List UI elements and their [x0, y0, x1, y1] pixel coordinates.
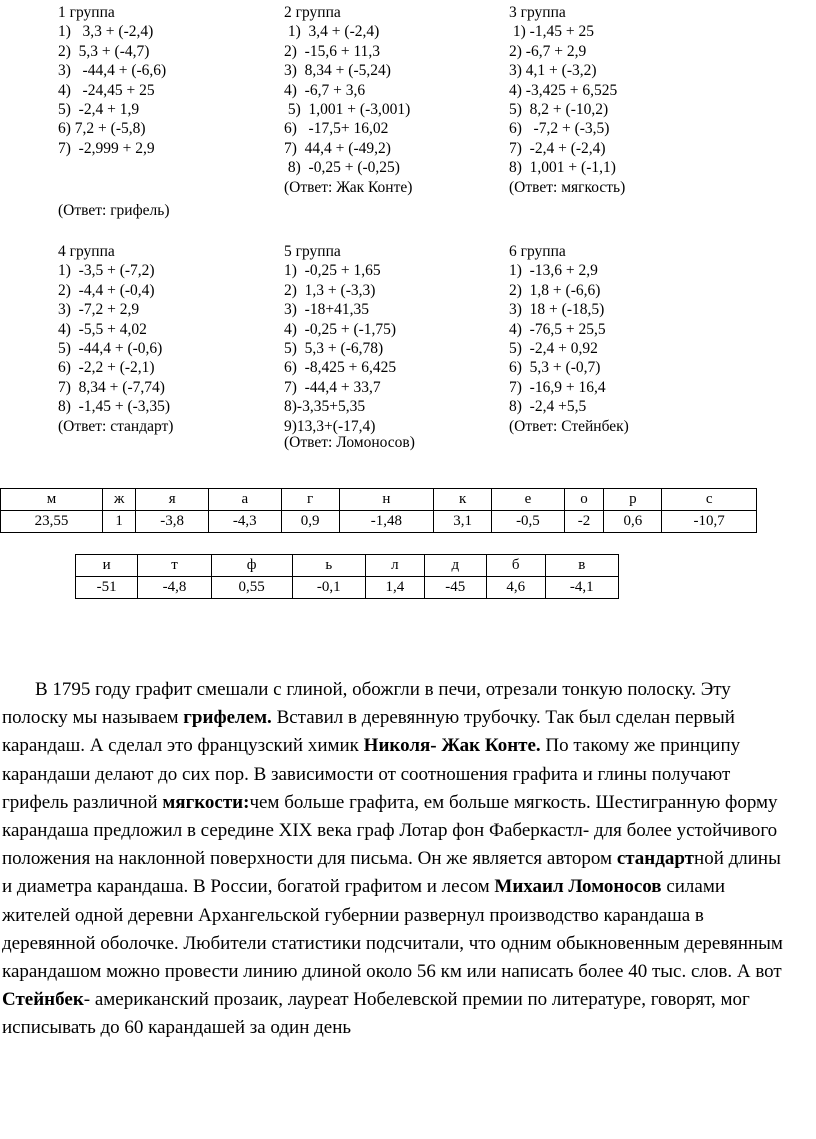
table-cell: т: [138, 555, 211, 577]
exercise-item: 6) 5,3 + (-0,7): [509, 359, 601, 377]
table-cell: -2: [564, 511, 604, 533]
table-cell: -4,8: [138, 577, 211, 599]
group-answer: (Ответ: Жак Конте): [284, 178, 413, 196]
exercise-item: 4) -24,45 + 25: [58, 81, 155, 99]
table-cell: -0,1: [292, 577, 365, 599]
text-run: В 1795 году графит смешали с глиной, обожгли в печи, отрезали тонкую полоску. Эту полоску мы называем: [2, 679, 731, 729]
exercise-item: 5) 8,2 + (-10,2): [509, 100, 609, 118]
text-run: Вставил в деревянную трубочку. Так был сделан первый карандаш. А сделал это французский химик: [2, 707, 735, 757]
exercise-item: 7) -16,9 + 16,4: [509, 378, 606, 396]
exercise-item: 8) -0,25 + (-0,25): [284, 159, 400, 177]
exercise-item: 7) -44,4 + 33,7: [284, 378, 381, 396]
group-5: [284, 242, 415, 452]
group-answer: (Ответ: Ломоносов): [284, 433, 415, 451]
exercise-item: 8)-3,35+5,35: [284, 398, 366, 416]
table-cell: 0,6: [604, 511, 662, 533]
history-paragraph: [2, 676, 792, 1043]
table-cell: 3,1: [434, 511, 492, 533]
exercise-item: 3) -18+41,35: [284, 301, 369, 319]
table-cell: б: [486, 555, 545, 577]
exercise-item: 9)13,3+(-17,4): [284, 417, 376, 435]
table-cell: и: [76, 555, 138, 577]
exercise-item: 6) -17,5+ 16,02: [284, 120, 389, 138]
table-cell: о: [564, 489, 604, 511]
group-4: [58, 242, 173, 436]
letter-value-table-2: [75, 554, 619, 599]
text-run: чем больше графита, ем больше мягкость. Шестигранную форму карандаша предложил в середине XIX века граф Лотар фон Фаберкастл- для более устойчивого положения на наклонной поверхности для письма. Он же является автором: [2, 791, 778, 870]
keyword-lomonosov: Михаил Ломоносов: [494, 876, 662, 898]
table-cell: в: [545, 555, 619, 577]
group-title: 3 группа: [509, 4, 566, 21]
exercise-item: 2) 1,8 + (-6,6): [509, 281, 601, 299]
table-row-values: [76, 577, 619, 599]
exercise-item: 1) -3,5 + (-7,2): [58, 262, 155, 280]
exercise-item: 2) 5,3 + (-4,7): [58, 42, 150, 60]
exercise-item: 2) -6,7 + 2,9: [509, 42, 587, 60]
table-cell: -10,7: [662, 511, 757, 533]
table-cell: р: [604, 489, 662, 511]
table-cell: м: [1, 489, 103, 511]
table-cell: 0,9: [281, 511, 339, 533]
table-cell: г: [281, 489, 339, 511]
exercise-item: 5) -2,4 + 1,9: [58, 100, 140, 118]
exercise-item: 3) 18 + (-18,5): [509, 301, 605, 319]
exercise-item: 2) -4,4 + (-0,4): [58, 281, 155, 299]
exercise-item: 7) -2,4 + (-2,4): [509, 139, 606, 157]
table-cell: -4,3: [208, 511, 281, 533]
text-run: ной длины и диаметра карандаша. В России, богатой графитом и лесом: [2, 848, 781, 898]
table-cell: ж: [102, 489, 135, 511]
table-cell: -1,48: [339, 511, 434, 533]
exercise-item: 4) -0,25 + (-1,75): [284, 320, 397, 338]
table-cell: -45: [424, 577, 486, 599]
group-title: 6 группа: [509, 243, 566, 260]
exercise-item: 1) -13,6 + 2,9: [509, 262, 598, 280]
paragraph-text: [2, 676, 792, 1043]
table-row-letters: [1, 489, 757, 511]
table-cell: 0,55: [211, 577, 292, 599]
group-title: 1 группа: [58, 4, 115, 21]
exercise-item: 5) -44,4 + (-0,6): [58, 339, 163, 357]
exercise-item: 3) -44,4 + (-6,6): [58, 62, 167, 80]
exercise-item: 6) -2,2 + (-2,1): [58, 359, 155, 377]
table-cell: -3,8: [136, 511, 209, 533]
keyword-grifel: грифелем.: [183, 707, 272, 729]
exercise-item: 4) -5,5 + 4,02: [58, 320, 147, 338]
group-answer: (Ответ: грифель): [58, 202, 170, 219]
exercise-item: 1) 3,3 + (-2,4): [58, 23, 154, 41]
table-cell: 1: [102, 511, 135, 533]
text-run: силами жителей одной деревни Архангельской губернии развернул производство карандаша в деревянной оболочке. Любители статистики подсчитали, что одним обыкновенным деревянным карандашом можно провести линию длиной около 56 км или написать более 40 тыс. слов. А вот: [2, 876, 783, 983]
exercise-item: 4) -3,425 + 6,525: [509, 81, 618, 99]
table-cell: д: [424, 555, 486, 577]
keyword-softness: мягкости:: [162, 791, 250, 813]
keyword-standard: стандарт: [616, 848, 695, 870]
table-cell: л: [366, 555, 425, 577]
table-cell: к: [434, 489, 492, 511]
letter-value-table-1: [0, 488, 757, 533]
table-row-values: [1, 511, 757, 533]
exercise-item: 6) 7,2 + (-5,8): [58, 120, 146, 138]
exercise-item: 6) -7,2 + (-3,5): [509, 120, 610, 138]
table-cell: е: [492, 489, 565, 511]
group-answer: (Ответ: стандарт): [58, 417, 174, 435]
table-cell: -4,1: [545, 577, 619, 599]
group-answer: (Ответ: мягкость): [509, 178, 626, 196]
group-6: [509, 242, 629, 436]
exercise-item: 8) -2,4 +5,5: [509, 398, 587, 416]
exercise-item: 7) 44,4 + (-49,2): [284, 139, 391, 157]
table-cell: 1,4: [366, 577, 425, 599]
group-title: 4 группа: [58, 243, 115, 260]
exercise-item: 1) -0,25 + 1,65: [284, 262, 381, 280]
exercise-item: 7) -2,999 + 2,9: [58, 139, 155, 157]
table-cell: -51: [76, 577, 138, 599]
exercise-item: 5) -2,4 + 0,92: [509, 339, 598, 357]
exercise-item: 8) -1,45 + (-3,35): [58, 398, 171, 416]
table-cell: 4,6: [486, 577, 545, 599]
table-cell: а: [208, 489, 281, 511]
exercise-item: 3) 8,34 + (-5,24): [284, 62, 391, 80]
text-run: По такому же принципу карандаши делают до сих пор. В зависимости от соотношения графита и глины получают грифель различной: [2, 735, 741, 813]
group-1: [58, 3, 170, 219]
group-answer: (Ответ: Стейнбек): [509, 417, 629, 435]
exercise-item: 3) -7,2 + 2,9: [58, 301, 140, 319]
exercise-item: 4) -76,5 + 25,5: [509, 320, 606, 338]
exercise-item: 8) 1,001 + (-1,1): [509, 159, 616, 177]
group-3: [509, 3, 625, 197]
text-run: - американский прозаик, лауреат Нобелевской премии по литературе, говорят, мог исписывать до 60 карандашей за один день: [2, 989, 750, 1039]
exercise-item: 2) 1,3 + (-3,3): [284, 281, 376, 299]
table-cell: н: [339, 489, 434, 511]
exercise-item: 4) -6,7 + 3,6: [284, 81, 366, 99]
exercise-item: 6) -8,425 + 6,425: [284, 359, 397, 377]
table-cell: 23,55: [1, 511, 103, 533]
group-2: [284, 3, 412, 197]
keyword-conte: Николя- Жак Конте.: [363, 735, 541, 757]
exercise-item: 5) 5,3 + (-6,78): [284, 339, 384, 357]
table-cell: ф: [211, 555, 292, 577]
exercise-item: 1) 3,4 + (-2,4): [284, 23, 380, 41]
exercise-item: 7) 8,34 + (-7,74): [58, 378, 165, 396]
exercise-item: 2) -15,6 + 11,3: [284, 42, 380, 60]
exercise-item: 3) 4,1 + (-3,2): [509, 62, 597, 80]
exercise-item: 1) -1,45 + 25: [509, 23, 594, 41]
keyword-steinbeck: Стейнбек: [2, 989, 84, 1011]
table-cell: ь: [292, 555, 365, 577]
group-title: 5 группа: [284, 243, 341, 260]
group-title: 2 группа: [284, 4, 341, 21]
exercise-item: 5) 1,001 + (-3,001): [284, 100, 411, 118]
table-cell: с: [662, 489, 757, 511]
table-cell: -0,5: [492, 511, 565, 533]
table-cell: я: [136, 489, 209, 511]
table-row-letters: [76, 555, 619, 577]
